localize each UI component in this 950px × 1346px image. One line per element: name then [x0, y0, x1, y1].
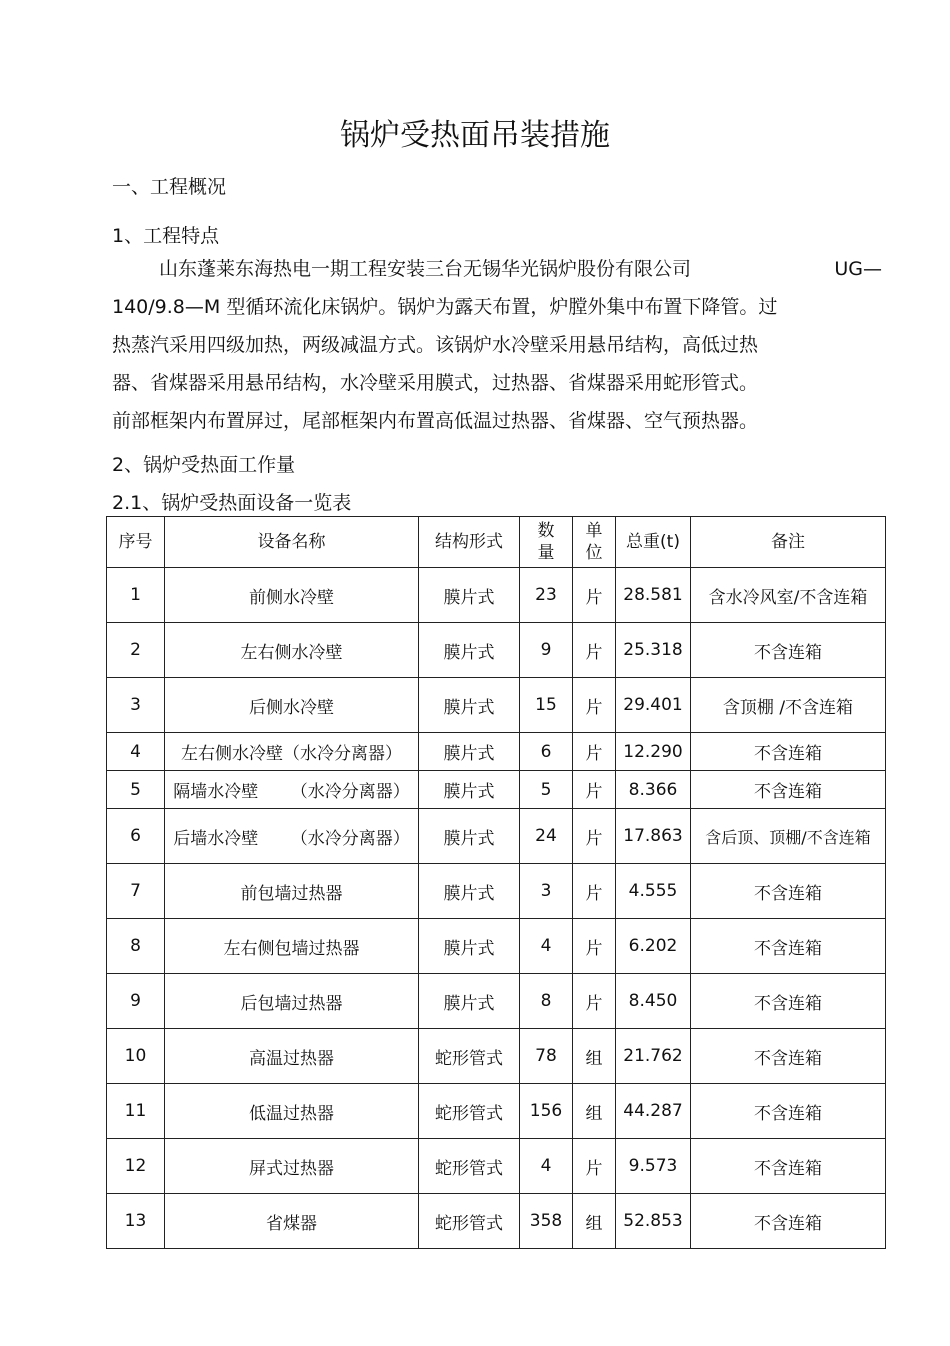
table-row	[107, 1194, 886, 1249]
header-cell: 序号	[107, 517, 165, 568]
paragraph-line: 器、省煤器采用悬吊结构，水冷壁采用膜式，过热器、省煤器采用蛇形管式。	[112, 372, 759, 394]
header-cell: 备注	[691, 517, 886, 568]
document-title: 锅炉受热面吊装措施	[340, 118, 610, 153]
table-cell: 17.863	[616, 809, 691, 864]
table-cell: 13	[107, 1194, 165, 1249]
table-cell: 前侧水冷壁	[165, 568, 419, 623]
table-cell: 左右侧包墙过热器	[165, 919, 419, 974]
table-cell: 23	[520, 568, 573, 623]
table-cell: 不含连箱	[691, 864, 886, 919]
section-heading-overview: 一、工程概况	[112, 176, 227, 198]
table-cell: 左右侧水冷壁	[165, 623, 419, 678]
table-row	[107, 919, 886, 974]
table-cell: 不含连箱	[691, 733, 886, 771]
table-cell: 6.202	[616, 919, 691, 974]
table-cell: 膜片式	[419, 568, 520, 623]
paragraph-text: 山东蓬莱东海热电一期工程安装三台无锡华光锅炉股份有限公司	[159, 258, 692, 280]
table-row	[107, 974, 886, 1029]
table-cell: 组	[573, 1029, 616, 1084]
table-cell: 不含连箱	[691, 1029, 886, 1084]
table-cell: 12	[107, 1139, 165, 1194]
table-cell: 4	[107, 733, 165, 771]
table-cell: 不含连箱	[691, 974, 886, 1029]
table-cell: 4	[520, 1139, 573, 1194]
table-cell: 15	[520, 678, 573, 733]
table-cell: 后墙水冷壁 （水冷分离器）	[165, 809, 419, 864]
table-cell: 9	[107, 974, 165, 1029]
table-cell: 9	[520, 623, 573, 678]
paragraph-line: 前部框架内布置屏过，尾部框架内布置高低温过热器、省煤器、空气预热器。	[112, 410, 759, 432]
table-cell: 膜片式	[419, 864, 520, 919]
table-cell: 片	[573, 1139, 616, 1194]
table-cell: 29.401	[616, 678, 691, 733]
table-row	[107, 1139, 886, 1194]
table-cell: 25.318	[616, 623, 691, 678]
table-cell: 前包墙过热器	[165, 864, 419, 919]
table-cell: 膜片式	[419, 733, 520, 771]
table-cell: 片	[573, 864, 616, 919]
table-cell: 44.287	[616, 1084, 691, 1139]
table-cell: 低温过热器	[165, 1084, 419, 1139]
table-cell: 24	[520, 809, 573, 864]
table-cell: 不含连箱	[691, 771, 886, 809]
table-cell: 52.853	[616, 1194, 691, 1249]
table-cell: 膜片式	[419, 919, 520, 974]
subheading-workload: 2、锅炉受热面工作量	[112, 454, 296, 476]
table-cell: 5	[107, 771, 165, 809]
header-cell: 总重(t)	[616, 517, 691, 568]
table-cell: 片	[573, 678, 616, 733]
table-cell: 片	[573, 733, 616, 771]
table-cell: 含后顶、顶棚/不含连箱	[691, 809, 886, 864]
table-cell: 不含连箱	[691, 919, 886, 974]
table-cell: 358	[520, 1194, 573, 1249]
table-cell: 组	[573, 1194, 616, 1249]
table-cell: 8.366	[616, 771, 691, 809]
paragraph-line: 热蒸汽采用四级加热，两级减温方式。该锅炉水冷壁采用悬吊结构，高低过热	[112, 334, 759, 356]
header-cell: 结构形式	[419, 517, 520, 568]
table-cell: 6	[520, 733, 573, 771]
table-cell: 11	[107, 1084, 165, 1139]
table-cell: 屏式过热器	[165, 1139, 419, 1194]
table-cell: 片	[573, 919, 616, 974]
table-cell: 9.573	[616, 1139, 691, 1194]
table-cell: 7	[107, 864, 165, 919]
subheading-features: 1、工程特点	[112, 225, 220, 247]
table-row	[107, 771, 886, 809]
table-cell: 不含连箱	[691, 1139, 886, 1194]
table-cell: 片	[573, 771, 616, 809]
table-row	[107, 1029, 886, 1084]
table-cell: 片	[573, 974, 616, 1029]
table-cell: 高温过热器	[165, 1029, 419, 1084]
table-cell: 膜片式	[419, 974, 520, 1029]
table-cell: 片	[573, 568, 616, 623]
paragraph-line	[112, 250, 882, 288]
table-row	[107, 1084, 886, 1139]
table-cell: 8	[107, 919, 165, 974]
table-cell: 片	[573, 623, 616, 678]
table-header-row	[107, 517, 886, 568]
table-cell: 含顶棚 /不含连箱	[691, 678, 886, 733]
subheading-equipment-list: 2.1、锅炉受热面设备一览表	[112, 492, 352, 514]
table-cell: 不含连箱	[691, 1194, 886, 1249]
table-cell: 左右侧水冷壁（水冷分离器）	[165, 733, 419, 771]
table-cell: 片	[573, 809, 616, 864]
table-cell: 8.450	[616, 974, 691, 1029]
table-cell: 4	[520, 919, 573, 974]
project-description	[112, 250, 882, 440]
table-cell: 隔墙水冷壁 （水冷分离器）	[165, 771, 419, 809]
table-cell: 蛇形管式	[419, 1029, 520, 1084]
table-cell: 蛇形管式	[419, 1139, 520, 1194]
table-cell: 21.762	[616, 1029, 691, 1084]
table-cell: 6	[107, 809, 165, 864]
header-cell	[573, 517, 616, 568]
table-cell: 组	[573, 1084, 616, 1139]
table-cell: 膜片式	[419, 623, 520, 678]
table-cell: 3	[520, 864, 573, 919]
table-cell: 膜片式	[419, 771, 520, 809]
table-cell: 12.290	[616, 733, 691, 771]
header-text: 单位	[585, 521, 603, 563]
table-cell: 后包墙过热器	[165, 974, 419, 1029]
table-cell: 不含连箱	[691, 623, 886, 678]
table-row	[107, 809, 886, 864]
table-cell: 省煤器	[165, 1194, 419, 1249]
equipment-table	[106, 516, 886, 1249]
table-cell: 5	[520, 771, 573, 809]
header-text: 数量	[537, 521, 555, 563]
table-cell: 不含连箱	[691, 1084, 886, 1139]
table-cell: 3	[107, 678, 165, 733]
table-cell: 蛇形管式	[419, 1084, 520, 1139]
paragraph-text: UG—	[834, 258, 882, 280]
table-row	[107, 678, 886, 733]
table-cell: 10	[107, 1029, 165, 1084]
table-row	[107, 568, 886, 623]
table-row	[107, 864, 886, 919]
table-row	[107, 623, 886, 678]
header-cell	[520, 517, 573, 568]
table-cell: 1	[107, 568, 165, 623]
table-cell: 含水冷风室/不含连箱	[691, 568, 886, 623]
table-cell: 蛇形管式	[419, 1194, 520, 1249]
table-cell: 后侧水冷壁	[165, 678, 419, 733]
table-cell: 膜片式	[419, 678, 520, 733]
table-cell: 8	[520, 974, 573, 1029]
table-cell: 78	[520, 1029, 573, 1084]
table-cell: 膜片式	[419, 809, 520, 864]
table-cell: 28.581	[616, 568, 691, 623]
table-row	[107, 733, 886, 771]
table-cell: 2	[107, 623, 165, 678]
paragraph-line: 140/9.8—M 型循环流化床锅炉。锅炉为露天布置，炉膛外集中布置下降管。过	[112, 296, 778, 318]
table-cell: 156	[520, 1084, 573, 1139]
table-cell: 4.555	[616, 864, 691, 919]
header-cell: 设备名称	[165, 517, 419, 568]
